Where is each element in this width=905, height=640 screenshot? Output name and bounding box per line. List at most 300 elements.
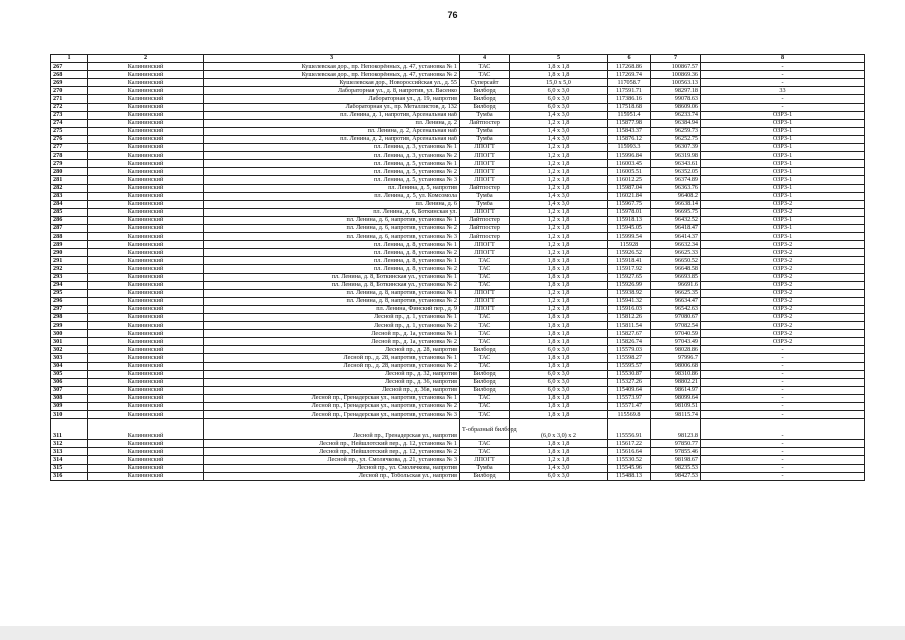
zone-cell: - — [701, 95, 865, 103]
row-number-cell: 286 — [51, 216, 88, 224]
coord-x-cell: 115616.64 — [608, 448, 651, 456]
table-row — [51, 216, 865, 224]
address-cell: пл. Ленина, д. 3, установка № 2 — [204, 152, 460, 160]
coord-y-cell: 100563.13 — [651, 79, 701, 87]
size-cell: 1,4 x 3,0 — [510, 111, 608, 119]
district-cell: Калининский — [88, 448, 204, 456]
coord-x-cell: 117386.16 — [608, 95, 651, 103]
address-cell: Кушелевская дор., пр. Непокорённых, д. 47, установка № 1 — [204, 63, 460, 71]
size-cell: 1,2 x 1,8 — [510, 297, 608, 305]
table-row — [51, 192, 865, 200]
coord-y-cell: 98614.97 — [651, 386, 701, 394]
district-cell: Калининский — [88, 192, 204, 200]
zone-cell: ОЗРЗ-1 — [701, 127, 865, 135]
coord-y-cell: 99078.63 — [651, 95, 701, 103]
size-cell: 1,2 x 1,8 — [510, 176, 608, 184]
coord-x-cell: 115327.26 — [608, 378, 651, 386]
coord-x-cell: 115573.97 — [608, 394, 651, 402]
zone-cell: - — [701, 378, 865, 386]
structure-type-cell: ТАС — [460, 354, 510, 362]
coord-y-cell: 100867.57 — [651, 63, 701, 71]
row-number-cell: 316 — [51, 472, 88, 480]
coord-x-cell: 117269.74 — [608, 71, 651, 79]
coord-y-cell: 96625.35 — [651, 289, 701, 297]
row-number-cell: 279 — [51, 160, 88, 168]
size-cell: 1,8 x 1,8 — [510, 362, 608, 370]
row-number-cell: 280 — [51, 168, 88, 176]
coord-y-cell: 96648.58 — [651, 265, 701, 273]
structure-type-cell: ТАС — [460, 265, 510, 273]
coord-y-cell: 96233.74 — [651, 111, 701, 119]
address-cell: Лабораторная ул., д. 8, напротив, ул. Васенко — [204, 87, 460, 95]
district-cell: Калининский — [88, 362, 204, 370]
row-number-cell: 313 — [51, 448, 88, 456]
address-cell: Лесной пр., Нейшлотский пер., д. 12, установка № 2 — [204, 448, 460, 456]
zone-cell: ОЗРЗ-1 — [701, 216, 865, 224]
coord-x-cell: 115941.32 — [608, 297, 651, 305]
address-cell: Лесной пр., д. 32, напротив — [204, 370, 460, 378]
table-row — [51, 273, 865, 281]
coord-y-cell: 97043.49 — [651, 338, 701, 346]
structure-type-cell: Билборд — [460, 103, 510, 111]
table-row — [51, 200, 865, 208]
zone-cell: ОЗРЗ-2 — [701, 273, 865, 281]
address-cell: Лабораторная ул., д. 19, напротив — [204, 95, 460, 103]
zone-cell: - — [701, 403, 865, 411]
coord-x-cell: 115926.99 — [608, 281, 651, 289]
district-cell: Калининский — [88, 208, 204, 216]
district-cell: Калининский — [88, 297, 204, 305]
table-row — [51, 440, 865, 448]
row-number-cell: 299 — [51, 322, 88, 330]
district-cell: Калининский — [88, 216, 204, 224]
table-row — [51, 249, 865, 257]
district-cell: Калининский — [88, 338, 204, 346]
coord-y-cell: 96542.63 — [651, 305, 701, 313]
structure-type-cell: ЛПОГТ — [460, 152, 510, 160]
coord-x-cell: 115409.64 — [608, 386, 651, 394]
table-row — [51, 386, 865, 394]
zone-cell: ОЗРЗ-1 — [701, 233, 865, 241]
table-row — [51, 338, 865, 346]
district-cell: Калининский — [88, 249, 204, 257]
table-row — [51, 354, 865, 362]
address-cell: Кушелевская дор., Новороссийская ул., д. 55 — [204, 79, 460, 87]
zone-cell: ОЗРЗ-2 — [701, 338, 865, 346]
structure-type-cell: Тумба — [460, 135, 510, 143]
placement-table — [50, 54, 865, 481]
zone-cell: - — [701, 354, 865, 362]
structure-type-cell: ТАС — [460, 71, 510, 79]
table-row — [51, 289, 865, 297]
district-cell: Калининский — [88, 103, 204, 111]
structure-type-cell: Лайтпостер — [460, 119, 510, 127]
coord-y-cell: 96625.33 — [651, 249, 701, 257]
zone-cell: - — [701, 464, 865, 472]
zone-cell: - — [701, 362, 865, 370]
row-number-cell: 273 — [51, 111, 88, 119]
structure-type-cell: ЛПОГТ — [460, 160, 510, 168]
coord-y-cell: 97080.67 — [651, 314, 701, 322]
coord-y-cell: 98028.86 — [651, 346, 701, 354]
zone-cell: - — [701, 448, 865, 456]
row-number-cell: 282 — [51, 184, 88, 192]
coord-x-cell: 115938.92 — [608, 289, 651, 297]
address-cell: пл. Ленина, д. 8, Боткинская ул., установка № 1 — [204, 273, 460, 281]
coord-x-cell: 115877.98 — [608, 119, 651, 127]
table-row — [51, 87, 865, 95]
structure-type-cell: ТАС — [460, 411, 510, 419]
row-number-cell: 277 — [51, 144, 88, 152]
table-row — [51, 378, 865, 386]
address-cell: пл. Ленина, д. 8, установка № 2 — [204, 249, 460, 257]
structure-type-cell: Билборд — [460, 95, 510, 103]
structure-type-cell: Тумба — [460, 127, 510, 135]
address-cell: Лесной пр., д. 36в, напротив — [204, 386, 460, 394]
coord-y-cell: 98006.68 — [651, 362, 701, 370]
size-cell: 1,8 x 1,8 — [510, 281, 608, 289]
coord-x-cell: 115826.74 — [608, 338, 651, 346]
size-cell: 1,2 x 1,8 — [510, 160, 608, 168]
coord-x-cell: 115530.52 — [608, 456, 651, 464]
address-cell: Лесной пр., Тобольская ул., напротив — [204, 472, 460, 480]
coord-y-cell: 98099.64 — [651, 394, 701, 402]
address-cell: пл. Ленина, д. 6, напротив, установка № 3 — [204, 233, 460, 241]
header-cell: 3 — [204, 55, 460, 63]
coord-y-cell: 96650.52 — [651, 257, 701, 265]
address-cell: Лесной пр., Гренадерская ул., напротив, установка № 1 — [204, 394, 460, 402]
size-cell: 1,2 x 1,8 — [510, 249, 608, 257]
size-cell: 1,8 x 1,8 — [510, 322, 608, 330]
table-row — [51, 79, 865, 87]
district-cell: Калининский — [88, 168, 204, 176]
table-row — [51, 346, 865, 354]
coord-x-cell: 115996.84 — [608, 152, 651, 160]
header-cell: 8 — [701, 55, 865, 63]
size-cell: 1,2 x 1,8 — [510, 224, 608, 232]
coord-y-cell: 96384.94 — [651, 119, 701, 127]
coord-x-cell: 115579.03 — [608, 346, 651, 354]
structure-type-cell: ЛПОГТ — [460, 297, 510, 305]
row-number-cell: 284 — [51, 200, 88, 208]
address-cell: Лесной пр., Гренадерская ул., напротив — [204, 419, 460, 440]
address-cell: пл. Ленина, д. 5, установка № 3 — [204, 176, 460, 184]
coord-y-cell: 98802.21 — [651, 378, 701, 386]
district-cell: Калининский — [88, 233, 204, 241]
district-cell: Калининский — [88, 378, 204, 386]
size-cell: 1,8 x 1,8 — [510, 411, 608, 419]
district-cell: Калининский — [88, 330, 204, 338]
district-cell: Калининский — [88, 403, 204, 411]
row-number-cell: 314 — [51, 456, 88, 464]
district-cell: Калининский — [88, 111, 204, 119]
structure-type-cell: ТАС — [460, 63, 510, 71]
size-cell: 1,2 x 1,8 — [510, 184, 608, 192]
coord-y-cell: 98609.06 — [651, 103, 701, 111]
coord-x-cell: 115569.8 — [608, 411, 651, 419]
size-cell: (6,0 x 3,0) x 2 — [510, 419, 608, 440]
zone-cell: ОЗРЗ-1 — [701, 224, 865, 232]
address-cell: пл. Ленина, д. 8, напротив, установка № 2 — [204, 297, 460, 305]
table-row — [51, 119, 865, 127]
size-cell: 1,2 x 1,8 — [510, 456, 608, 464]
district-cell: Калининский — [88, 176, 204, 184]
zone-cell: ОЗРЗ-1 — [701, 176, 865, 184]
structure-type-cell: ТАС — [460, 403, 510, 411]
row-number-cell: 275 — [51, 127, 88, 135]
structure-type-cell: ЛПОГТ — [460, 208, 510, 216]
size-cell: 1,2 x 1,8 — [510, 305, 608, 313]
table-row — [51, 160, 865, 168]
table-row — [51, 152, 865, 160]
coord-x-cell: 115811.54 — [608, 322, 651, 330]
address-cell: пл. Ленина, д. 3, установка № 1 — [204, 144, 460, 152]
address-cell: пл. Ленина, д. 2 — [204, 119, 460, 127]
structure-type-cell: ЛПОГТ — [460, 168, 510, 176]
zone-cell: ОЗРЗ-2 — [701, 289, 865, 297]
size-cell: 1,2 x 1,8 — [510, 216, 608, 224]
table-row — [51, 322, 865, 330]
zone-cell: ОЗРЗ-1 — [701, 135, 865, 143]
address-cell: Лесной пр., д. 28, напротив, установка № 2 — [204, 362, 460, 370]
district-cell: Калининский — [88, 346, 204, 354]
page-number: 76 — [447, 10, 458, 20]
row-number-cell: 272 — [51, 103, 88, 111]
zone-cell: - — [701, 440, 865, 448]
row-number-cell: 315 — [51, 464, 88, 472]
structure-type-cell: ЛПОГТ — [460, 176, 510, 184]
size-cell: 1,8 x 1,8 — [510, 394, 608, 402]
coord-y-cell: 96259.73 — [651, 127, 701, 135]
row-number-cell: 267 — [51, 63, 88, 71]
district-cell: Калининский — [88, 314, 204, 322]
district-cell: Калининский — [88, 456, 204, 464]
district-cell: Калининский — [88, 79, 204, 87]
zone-cell: ОЗРЗ-2 — [701, 330, 865, 338]
table-row — [51, 241, 865, 249]
district-cell: Калининский — [88, 386, 204, 394]
structure-type-cell: ТАС — [460, 330, 510, 338]
size-cell: 1,8 x 1,8 — [510, 265, 608, 273]
address-cell: пл. Ленина, д. 2, Арсенальная наб — [204, 127, 460, 135]
zone-cell: ОЗРЗ-2 — [701, 297, 865, 305]
size-cell: 6,0 x 3,0 — [510, 95, 608, 103]
structure-type-cell: Суперсайт — [460, 79, 510, 87]
coord-y-cell: 98198.67 — [651, 456, 701, 464]
district-cell: Калининский — [88, 184, 204, 192]
table-body — [51, 63, 865, 481]
structure-type-cell: ТАС — [460, 322, 510, 330]
size-cell: 1,2 x 1,8 — [510, 119, 608, 127]
row-number-cell: 303 — [51, 354, 88, 362]
table-row — [51, 95, 865, 103]
district-cell: Калининский — [88, 95, 204, 103]
row-number-cell: 292 — [51, 265, 88, 273]
table-row — [51, 394, 865, 402]
coord-x-cell: 115967.75 — [608, 200, 651, 208]
table-row — [51, 464, 865, 472]
size-cell: 1,8 x 1,8 — [510, 330, 608, 338]
coord-x-cell: 116003.45 — [608, 160, 651, 168]
table-row — [51, 144, 865, 152]
table-row — [51, 103, 865, 111]
size-cell: 1,4 x 3,0 — [510, 127, 608, 135]
address-cell: Лесной пр., д. 1, установка № 2 — [204, 322, 460, 330]
structure-type-cell: ТАС — [460, 273, 510, 281]
row-number-cell: 306 — [51, 378, 88, 386]
size-cell: 1,8 x 1,8 — [510, 448, 608, 456]
structure-type-cell: Билборд — [460, 472, 510, 480]
row-number-cell: 301 — [51, 338, 88, 346]
coord-x-cell: 115812.26 — [608, 314, 651, 322]
district-cell: Калининский — [88, 289, 204, 297]
structure-type-cell: Тумба — [460, 200, 510, 208]
row-number-cell: 308 — [51, 394, 88, 402]
row-number-cell: 296 — [51, 297, 88, 305]
coord-x-cell: 115928 — [608, 241, 651, 249]
size-cell: 1,4 x 3,0 — [510, 192, 608, 200]
table-row — [51, 362, 865, 370]
address-cell: пл. Ленина, д. 5, напротив — [204, 184, 460, 192]
district-cell: Калининский — [88, 224, 204, 232]
table-row — [51, 265, 865, 273]
structure-type-cell: ЛПОГТ — [460, 305, 510, 313]
address-cell: Лесной пр., д. 28, напротив — [204, 346, 460, 354]
coord-y-cell: 97082.54 — [651, 322, 701, 330]
district-cell: Калининский — [88, 87, 204, 95]
structure-type-cell: ТАС — [460, 281, 510, 289]
district-cell: Калининский — [88, 257, 204, 265]
coord-y-cell: 98115.74 — [651, 411, 701, 419]
coord-y-cell: 96252.75 — [651, 135, 701, 143]
table-row — [51, 411, 865, 419]
size-cell: 1,4 x 3,0 — [510, 135, 608, 143]
coord-x-cell: 115927.65 — [608, 273, 651, 281]
address-cell: пл. Ленина, Финский пер., д. 9 — [204, 305, 460, 313]
coord-x-cell: 116021.84 — [608, 192, 651, 200]
row-number-cell: 298 — [51, 314, 88, 322]
district-cell: Калининский — [88, 241, 204, 249]
size-cell: 1,8 x 1,8 — [510, 403, 608, 411]
coord-x-cell: 115978.01 — [608, 208, 651, 216]
size-cell: 1,8 x 1,8 — [510, 338, 608, 346]
zone-cell: ОЗРЗ-2 — [701, 265, 865, 273]
district-cell: Калининский — [88, 440, 204, 448]
coord-x-cell: 115918.13 — [608, 216, 651, 224]
table-row — [51, 330, 865, 338]
header-cell: 2 — [88, 55, 204, 63]
size-cell: 1,8 x 1,8 — [510, 257, 608, 265]
coord-y-cell: 96319.98 — [651, 152, 701, 160]
address-cell: пл. Ленина, д. 6, Боткинская ул. — [204, 208, 460, 216]
size-cell: 1,8 x 1,8 — [510, 440, 608, 448]
table-row — [51, 297, 865, 305]
address-cell: пл. Ленина, д. 6, напротив, установка № 1 — [204, 216, 460, 224]
structure-type-cell: ТАС — [460, 362, 510, 370]
coord-x-cell: 115617.22 — [608, 440, 651, 448]
structure-type-cell: ТАС — [460, 448, 510, 456]
coord-x-cell: 115987.04 — [608, 184, 651, 192]
address-cell: пл. Ленина, д. 5, установка № 1 — [204, 160, 460, 168]
structure-type-cell: Лайтпостер — [460, 184, 510, 192]
zone-cell: - — [701, 394, 865, 402]
size-cell: 1,4 x 3,0 — [510, 464, 608, 472]
coord-y-cell: 96632.34 — [651, 241, 701, 249]
zone-cell: ОЗРЗ-2 — [701, 305, 865, 313]
coord-y-cell: 96352.05 — [651, 168, 701, 176]
address-cell: Лесной пр., д. 1а, установка № 1 — [204, 330, 460, 338]
coord-x-cell: 117518.68 — [608, 103, 651, 111]
coord-y-cell: 96307.39 — [651, 144, 701, 152]
coord-y-cell: 96691.6 — [651, 281, 701, 289]
zone-cell: ОЗРЗ-1 — [701, 152, 865, 160]
structure-type-cell: Лайтпостер — [460, 216, 510, 224]
row-number-cell: 278 — [51, 152, 88, 160]
zone-cell: ОЗРЗ-2 — [701, 281, 865, 289]
structure-type-cell: ТАС — [460, 314, 510, 322]
row-number-cell: 300 — [51, 330, 88, 338]
row-number-cell: 287 — [51, 224, 88, 232]
zone-cell: ОЗРЗ-1 — [701, 111, 865, 119]
coord-y-cell: 100869.36 — [651, 71, 701, 79]
address-cell: Лесной пр., д. 28, напротив, установка № 1 — [204, 354, 460, 362]
district-cell: Калининский — [88, 464, 204, 472]
header-cell: 4 — [460, 55, 510, 63]
district-cell: Калининский — [88, 273, 204, 281]
structure-type-cell: ЛПОГТ — [460, 144, 510, 152]
table-row — [51, 257, 865, 265]
zone-cell: - — [701, 386, 865, 394]
coord-x-cell: 115571.47 — [608, 403, 651, 411]
district-cell: Калининский — [88, 411, 204, 419]
structure-type-cell: Билборд — [460, 370, 510, 378]
row-number-cell: 294 — [51, 281, 88, 289]
district-cell: Калининский — [88, 305, 204, 313]
zone-cell: - — [701, 411, 865, 419]
table-row — [51, 127, 865, 135]
size-cell: 1,2 x 1,8 — [510, 168, 608, 176]
coord-y-cell: 97855.46 — [651, 448, 701, 456]
row-number-cell: 293 — [51, 273, 88, 281]
size-cell: 1,8 x 1,8 — [510, 71, 608, 79]
structure-type-cell: Тумба — [460, 111, 510, 119]
size-cell: 6,0 x 3,0 — [510, 103, 608, 111]
size-cell: 15,0 x 5,0 — [510, 79, 608, 87]
structure-type-cell: Билборд — [460, 378, 510, 386]
address-cell: пл. Ленина, д. 8, установка № 1 — [204, 241, 460, 249]
size-cell: 6,0 x 3,0 — [510, 370, 608, 378]
address-cell: пл. Ленина, д. 8, установка № 2 — [204, 265, 460, 273]
structure-type-cell: ЛПОГТ — [460, 456, 510, 464]
address-cell: пл. Ленина, д. 2, напротив, Арсенальная наб — [204, 135, 460, 143]
address-cell: Лесной пр., д. 1, установка № 1 — [204, 314, 460, 322]
row-number-cell: 305 — [51, 370, 88, 378]
address-cell: Лесной пр., Гренадерская ул., напротив, установка № 2 — [204, 403, 460, 411]
coord-x-cell: 117058.7 — [608, 79, 651, 87]
table-row — [51, 448, 865, 456]
structure-type-cell: Тумба — [460, 464, 510, 472]
structure-type-cell: ЛПОГТ — [460, 241, 510, 249]
district-cell: Калининский — [88, 472, 204, 480]
zone-cell: ОЗРЗ-2 — [701, 257, 865, 265]
address-cell: Лесной пр., ул. Смолячкова, д. 21, установка № 3 — [204, 456, 460, 464]
district-cell: Калининский — [88, 71, 204, 79]
address-cell: Кушелевская дор., пр. Непокорённых, д. 47, установка № 2 — [204, 71, 460, 79]
address-cell: пл. Ленина, д. 6 — [204, 200, 460, 208]
row-number-cell: 268 — [51, 71, 88, 79]
district-cell: Калининский — [88, 200, 204, 208]
size-cell: 1,4 x 3,0 — [510, 200, 608, 208]
